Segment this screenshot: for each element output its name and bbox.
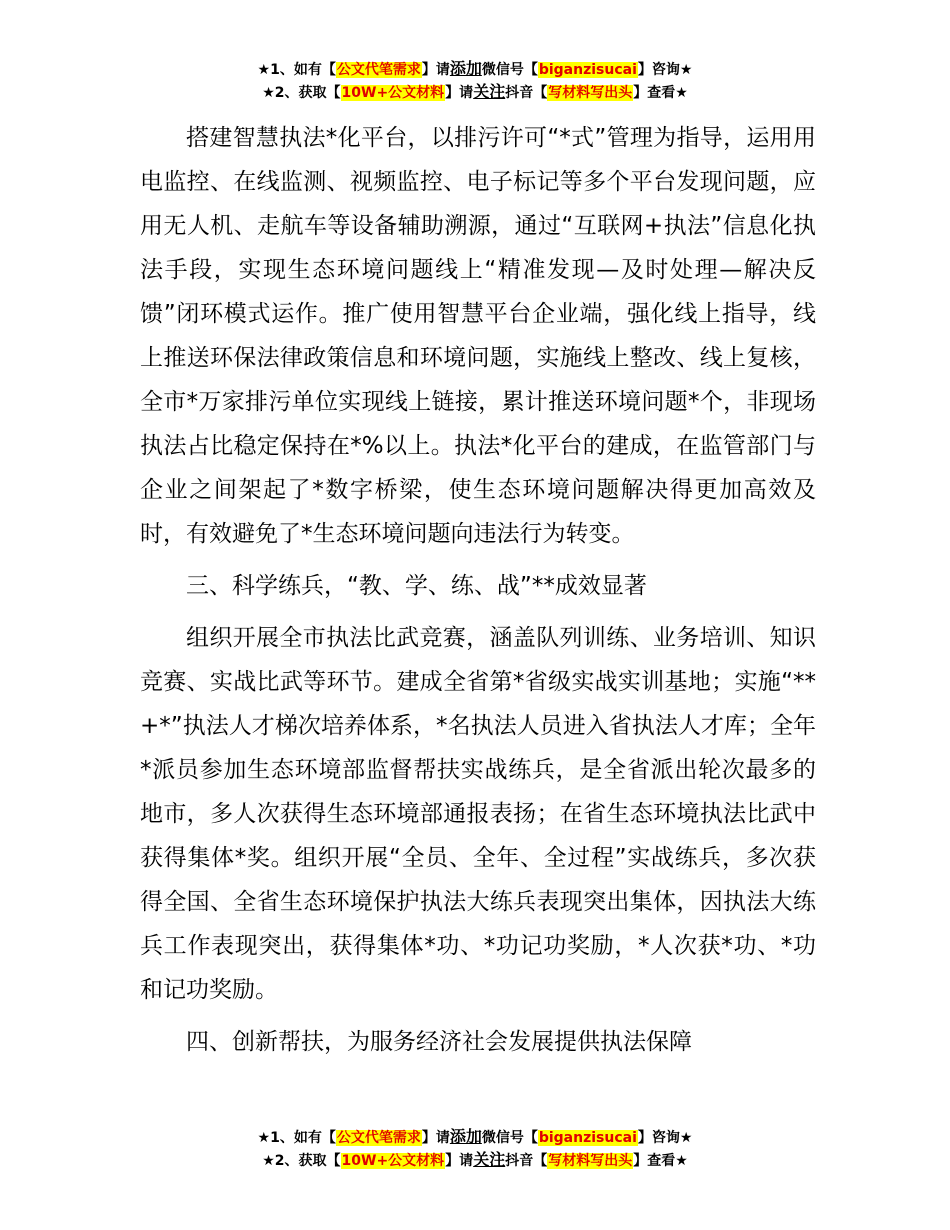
document-body — [140, 116, 816, 1064]
banner-line-1: ★1、如有【公文代笔需求】请添加微信号【biganzisucai】咨询★ — [257, 1127, 693, 1146]
underlined-text: 关注 — [473, 1150, 506, 1169]
highlight-text: 公文代笔需求 — [336, 62, 421, 78]
underlined-text: 添加 — [449, 1127, 482, 1146]
highlight-text: 10W+公文材料 — [341, 1153, 445, 1169]
header-banner — [0, 58, 950, 104]
highlight-text: 写材料写出头 — [548, 85, 633, 101]
underlined-text: 关注 — [473, 82, 506, 101]
highlight-text: 10W+公文材料 — [341, 85, 445, 101]
paragraph: 搭建智慧执法*化平台，以排污许可“*式”管理为指导，运用用电监控、在线监测、视频监控、电子标记等多个平台发现问题，应用无人机、走航车等设备辅助溯源，通过“互联网+执法”信息化执法手段，实现生态环境问题线上“精准发现—及时处理—解决反馈”闭环模式运作。推广使用智慧平台企业端，强化线上指导，线上推送环保法律政策信息和环境问题，实施线上整改、线上复核，全市*万家排污单位实现线上链接，累计推送环境问题*个，非现场执法占比稳定保持在*%以上。执法*化平台的建成，在监管部门与企业之间架起了*数字桥梁，使生态环境问题解决得更加高效及时，有效避免了*生态环境问题向违法行为转变。 — [140, 125, 816, 547]
highlight-text: biganzisucai — [538, 1130, 637, 1146]
footer-banner — [0, 1126, 950, 1172]
highlight-text: 公文代笔需求 — [336, 1130, 421, 1146]
highlight-text: biganzisucai — [538, 62, 637, 78]
section-heading: 四、创新帮扶，为服务经济社会发展提供执法保障 — [186, 1029, 692, 1055]
paragraph: 组织开展全市执法比武竞赛，涵盖队列训练、业务培训、知识竞赛、实战比武等环节。建成全省第*省级实战实训基地；实施“**+*”执法人才梯次培养体系，*名执法人员进入省执法人才库；全年*派员参加生态环境部监督帮扶实战练兵，是全省派出轮次最多的地市，多人次获得生态环境部通报表扬；在省生态环境执法比武中获得集体*奖。组织开展“全员、全年、全过程”实战练兵，多次获得全国、全省生态环境保护执法大练兵表现突出集体，因执法大练兵工作表现突出，获得集体*功、*功记功奖励，*人次获*功、*功和记功奖励。 — [140, 625, 816, 1003]
section-heading: 三、科学练兵，“教、学、练、战”**成效显著 — [186, 573, 647, 599]
underlined-text: 添加 — [449, 59, 482, 78]
banner-line-2: ★2、获取【10W+公文材料】请关注抖音【写材料写出头】查看★ — [262, 82, 688, 101]
banner-line-2: ★2、获取【10W+公文材料】请关注抖音【写材料写出头】查看★ — [262, 1150, 688, 1169]
highlight-text: 写材料写出头 — [548, 1153, 633, 1169]
banner-line-1: ★1、如有【公文代笔需求】请添加微信号【biganzisucai】咨询★ — [257, 59, 693, 78]
